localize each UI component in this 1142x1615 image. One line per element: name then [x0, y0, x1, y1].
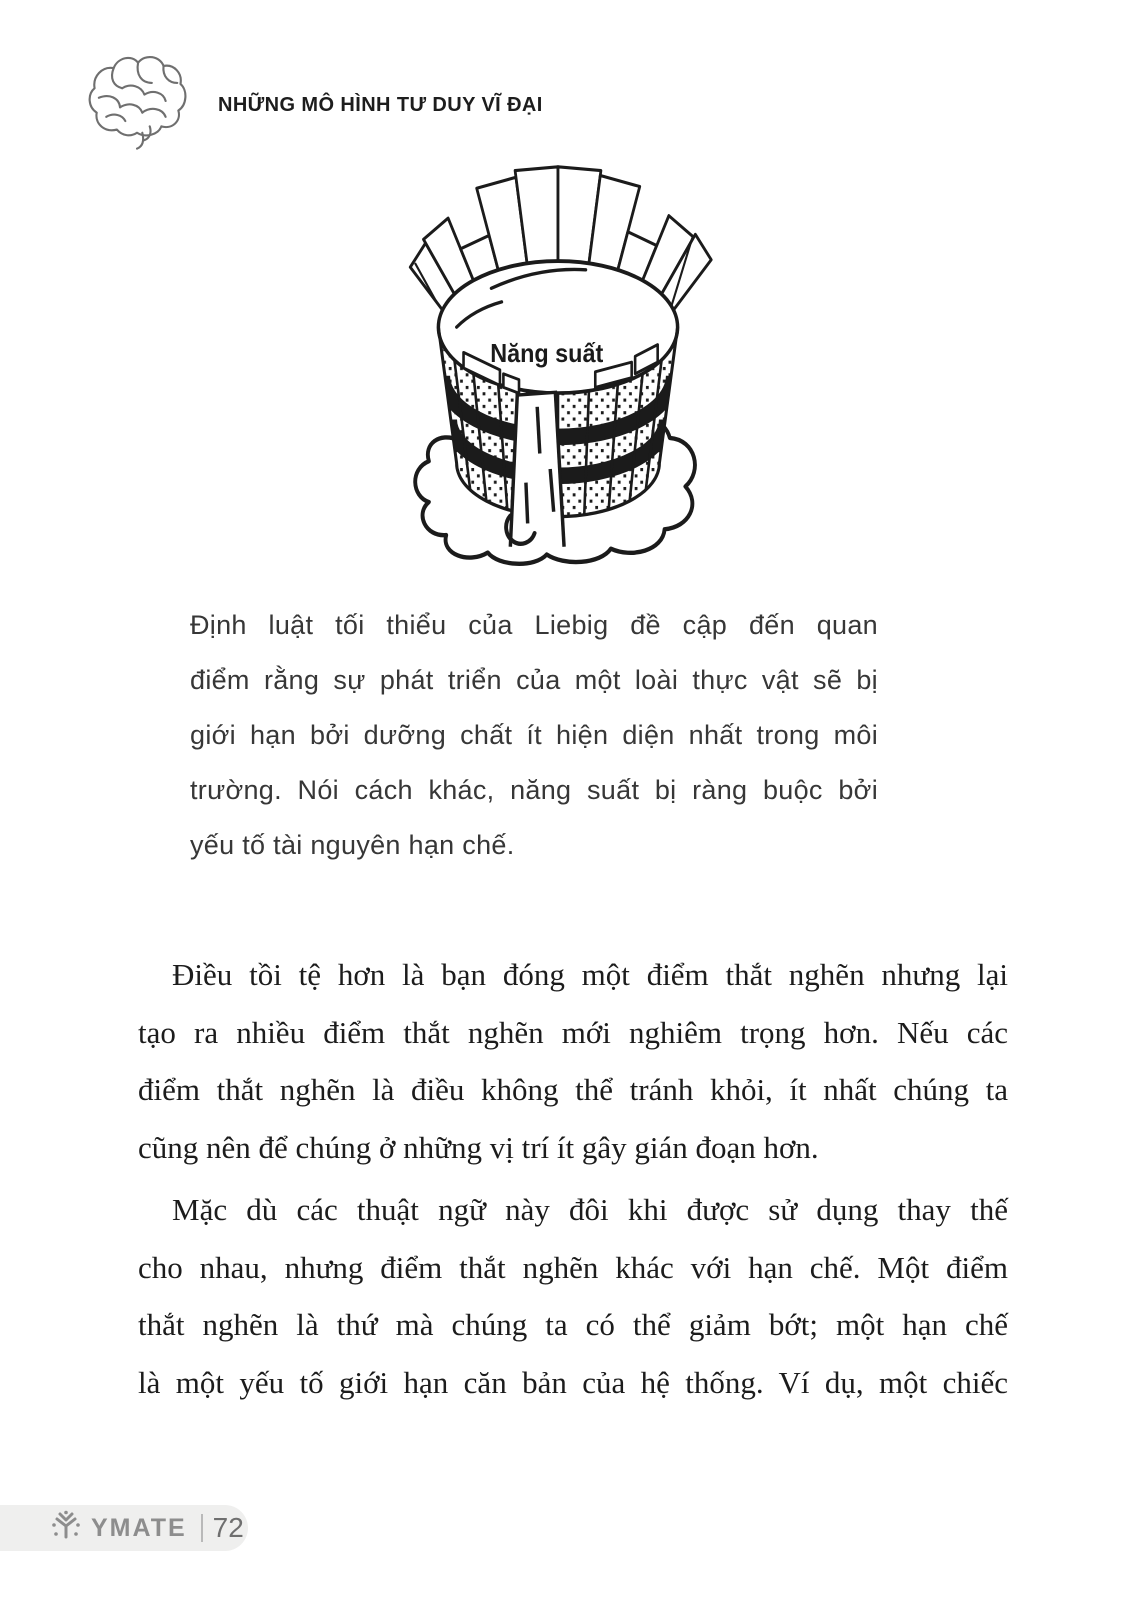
caption-line: yếu tố tài nguyên hạn chế.	[190, 830, 515, 860]
caption-line: Định luật tối thiểu của Liebig đề cập đến quan	[190, 610, 878, 640]
text-line: cũng nên để chúng ở những vị trí ít gây gián đoạn hơn.	[138, 1129, 819, 1165]
figure-caption	[190, 598, 878, 873]
caption-line: trường. Nói cách khác, năng suất bị ràng buộc bởi	[190, 775, 878, 805]
paragraph	[138, 1181, 1008, 1411]
footer-pill	[0, 1505, 248, 1551]
page-number: 72	[212, 1512, 244, 1543]
text-line: là một yếu tố giới hạn căn bản của hệ thống. Ví dụ, một chiếc	[138, 1364, 1008, 1400]
text-line: cho nhau, nhưng điểm thắt nghẽn khác với hạn chế. Một điểm	[138, 1249, 1008, 1285]
brain-icon	[84, 50, 190, 159]
caption-line: giới hạn bởi dưỡng chất ít hiện diện nhất trong môi	[190, 720, 878, 750]
body-text	[138, 946, 1008, 1416]
page-title: NHỮNG MÔ HÌNH TƯ DUY VĨ ĐẠI	[218, 94, 543, 116]
barrel-label: Năng suất	[490, 339, 604, 369]
brand-name: YMATE	[91, 1513, 187, 1542]
text-line: thắt nghẽn là thứ mà chúng ta có thể giảm bớt; một hạn chế	[138, 1307, 1008, 1342]
liebig-barrel-figure	[402, 160, 714, 572]
text-line: điểm thắt nghẽn là điều không thể tránh khỏi, ít nhất chúng ta	[138, 1072, 1008, 1107]
footer-divider	[201, 1514, 203, 1542]
text-line: Mặc dù các thuật ngữ này đôi khi được sử dụng thay thế	[172, 1192, 1008, 1227]
water-stream	[510, 392, 564, 547]
text-line: tạo ra nhiều điểm thắt nghẽn mới nghiêm trọng hơn. Nếu các	[138, 1014, 1008, 1050]
ymate-logo-icon	[50, 1510, 82, 1547]
paragraph	[138, 946, 1008, 1176]
liebig-barrel-illustration	[402, 160, 714, 572]
caption-line: điểm rằng sự phát triển của một loài thực vật sẽ bị	[190, 665, 878, 695]
text-line: Điều tồi tệ hơn là bạn đóng một điểm thắt nghẽn nhưng lại	[172, 957, 1008, 992]
